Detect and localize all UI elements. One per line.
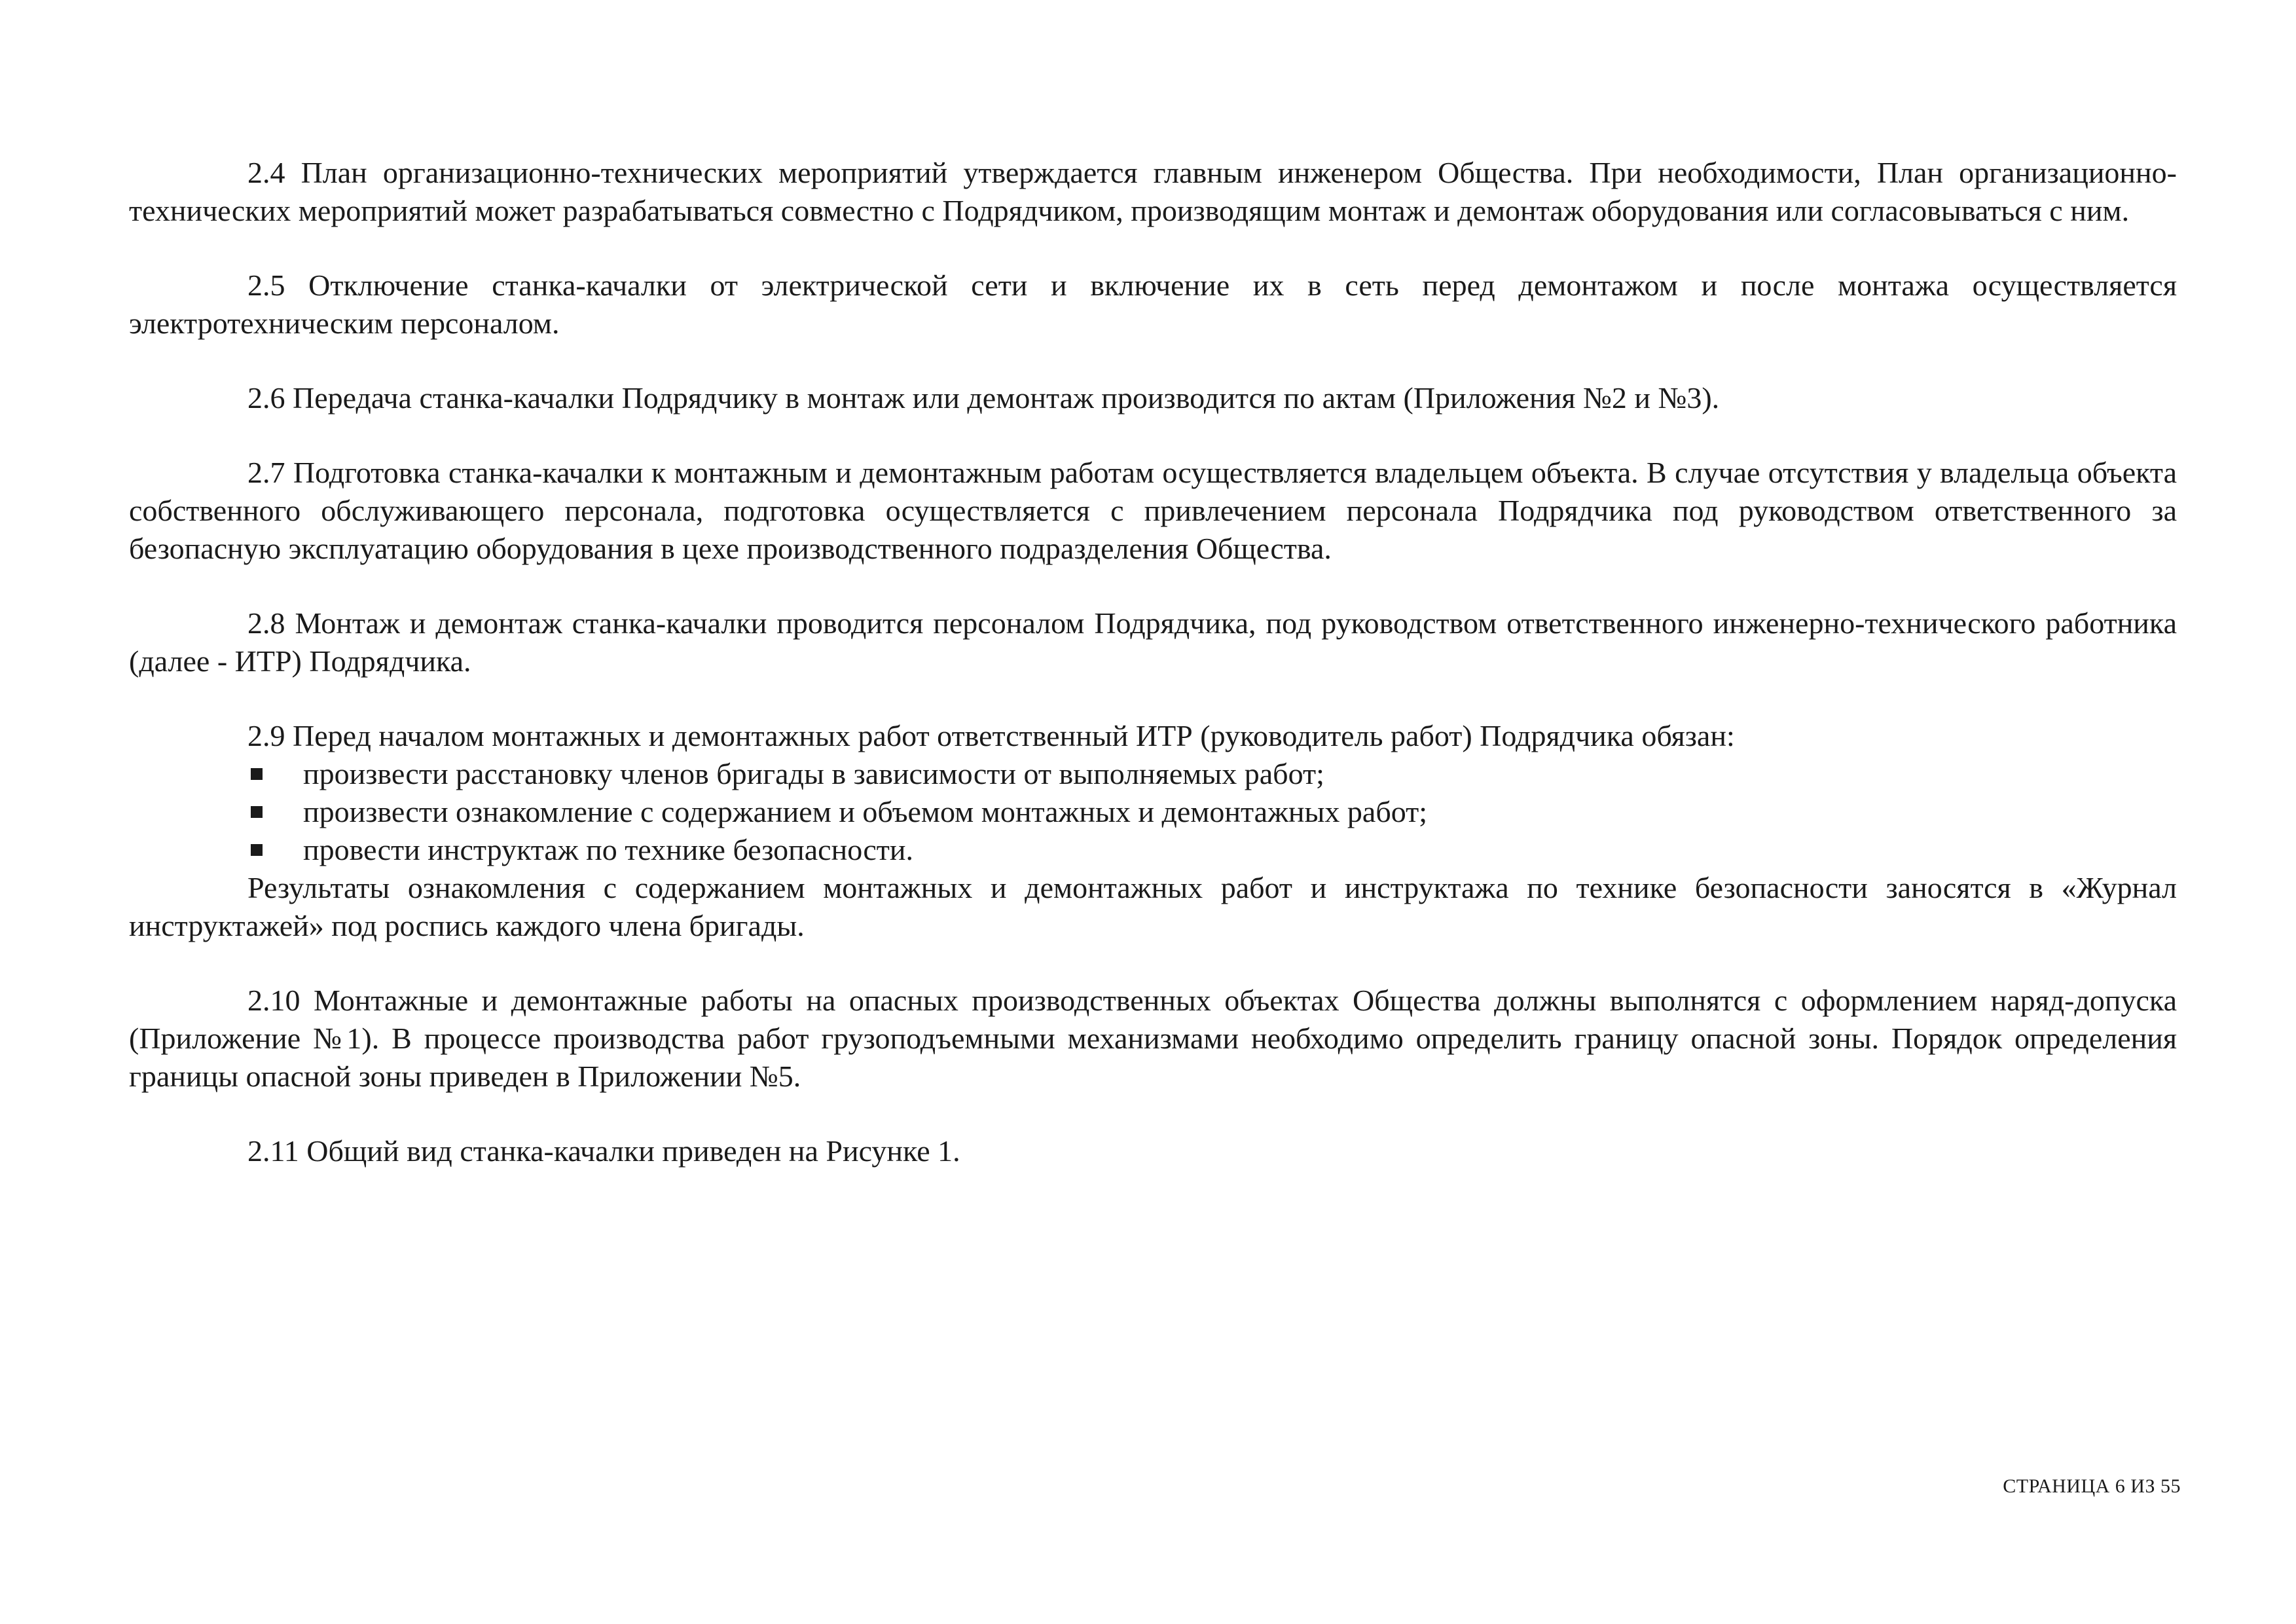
list-item	[129, 793, 2177, 831]
paragraph-2-6: 2.6 Передача станка-качалки Подрядчику в монтаж или демонтаж производится по актам (Приложения №2 и №3).	[247, 381, 1720, 415]
page-number: СТРАНИЦА 6 ИЗ 55	[2003, 1475, 2181, 1497]
list-item-text: провести инструктаж по технике безопасности.	[303, 833, 913, 866]
paragraph-2-9: 2.9 Перед началом монтажных и демонтажных работ ответственный ИТР (руководитель работ) Подрядчика обязан:	[247, 719, 1735, 752]
square-bullet-icon	[251, 806, 263, 818]
paragraph-2-10: 2.10 Монтажные и демонтажные работы на опасных производственных объектах Общества должны выполнятся с оформлением наряд-допуска (Приложение №1). В процессе производства работ грузоподъемными механизмами необходимо определить границу опасной зоны. Порядок определения границы опасной зоны приведен в Приложении №5.	[129, 984, 2177, 1093]
section-2-9	[129, 717, 2177, 945]
square-bullet-icon	[251, 844, 263, 856]
paragraph-2-5: 2.5 Отключение станка-качалки от электрической сети и включение их в сеть перед демонтажом и после монтажа осуществляется электротехническим персоналом.	[129, 268, 2177, 340]
list-item	[129, 755, 2177, 793]
paragraph-2-9-result: Результаты ознакомления с содержанием монтажных и демонтажных работ и инструктажа по технике безопасности заносятся в «Журнал инструктажей» под роспись каждого члена бригады.	[129, 871, 2177, 942]
paragraph-2-11: 2.11 Общий вид станка-качалки приведен на Рисунке 1.	[247, 1134, 960, 1168]
square-bullet-icon	[251, 768, 263, 780]
list-item-text: произвести ознакомление с содержанием и объемом монтажных и демонтажных работ;	[303, 795, 1428, 828]
paragraph-2-4: 2.4 План организационно-технических мероприятий утверждается главным инженером Общества. При необходимости, План организационно-технических мероприятий может разрабатываться совместно с Подрядчиком, производящим монтаж и демонтаж оборудования или согласовываться с ним.	[129, 156, 2177, 227]
paragraph-2-8: 2.8 Монтаж и демонтаж станка-качалки проводится персоналом Подрядчика, под руководством ответственного инженерно-технического работника (далее - ИТР) Подрядчика.	[129, 606, 2177, 678]
list-item-text: произвести расстановку членов бригады в зависимости от выполняемых работ;	[303, 757, 1324, 790]
document-body	[129, 154, 2177, 1207]
list-item	[129, 831, 2177, 869]
bullet-list	[129, 755, 2177, 869]
paragraph-2-7: 2.7 Подготовка станка-качалки к монтажным и демонтажным работам осуществляется владельцем объекта. В случае отсутствия у владельца объекта собственного обслуживающего персонала, подготовка осуществляется с привлечением персонала Подрядчика под руководством ответственного за безопасную эксплуатацию оборудования в цехе производственного подразделения Общества.	[129, 456, 2177, 565]
